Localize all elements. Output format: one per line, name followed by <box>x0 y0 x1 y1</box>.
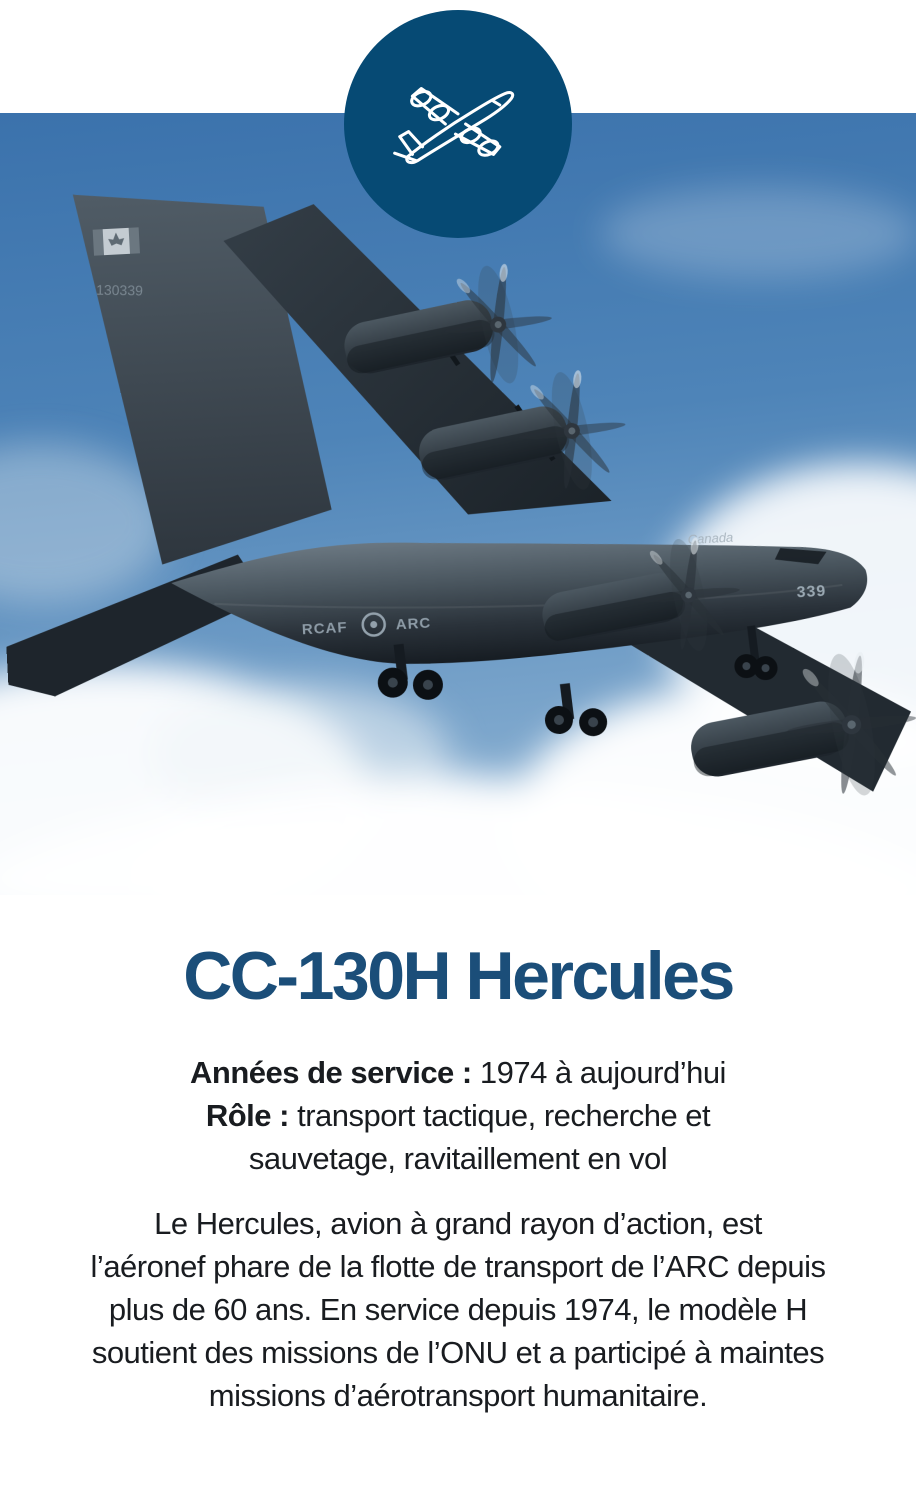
info-label-role: Rôle : <box>205 1098 289 1133</box>
badge-circle <box>344 10 572 238</box>
fuselage-marking-arc: ARC <box>395 614 432 634</box>
info-text-role: transport tactique, recherche et <box>288 1098 711 1133</box>
info-line-role <box>0 1094 916 1137</box>
description-line: plus de 60 ans. En service depuis 1974, le modèle H <box>108 1292 808 1327</box>
nose-number: 339 <box>796 582 827 602</box>
description-line: missions d’aérotransport humanitaire. <box>208 1378 708 1413</box>
info-label-years: Années de service : <box>190 1055 472 1090</box>
fuselage-marking-rcaf: RCAF <box>301 618 348 639</box>
tail-number: 130339 <box>96 281 144 299</box>
info-text-role-wrap: sauvetage, ravitaillement en vol <box>248 1141 668 1176</box>
canada-wordmark: Canada <box>687 529 734 548</box>
description-line: l’aéronef phare de la flotte de transport de l’ARC depuis <box>90 1249 826 1284</box>
description-line: Le Hercules, avion à grand rayon d’action, est <box>154 1206 762 1241</box>
info-text-years: 1974 à aujourd’hui <box>471 1055 726 1090</box>
description-line: soutient des missions de l’ONU et a participé à maintes <box>91 1335 825 1370</box>
description <box>0 1202 916 1417</box>
four-engine-aircraft-line-icon <box>382 48 534 200</box>
info-block <box>0 1051 916 1180</box>
page-title: CC-130H Hercules <box>183 938 733 1014</box>
info-line-years <box>0 1051 916 1094</box>
info-line-role-wrap <box>0 1137 916 1180</box>
tail-flag <box>93 227 140 255</box>
